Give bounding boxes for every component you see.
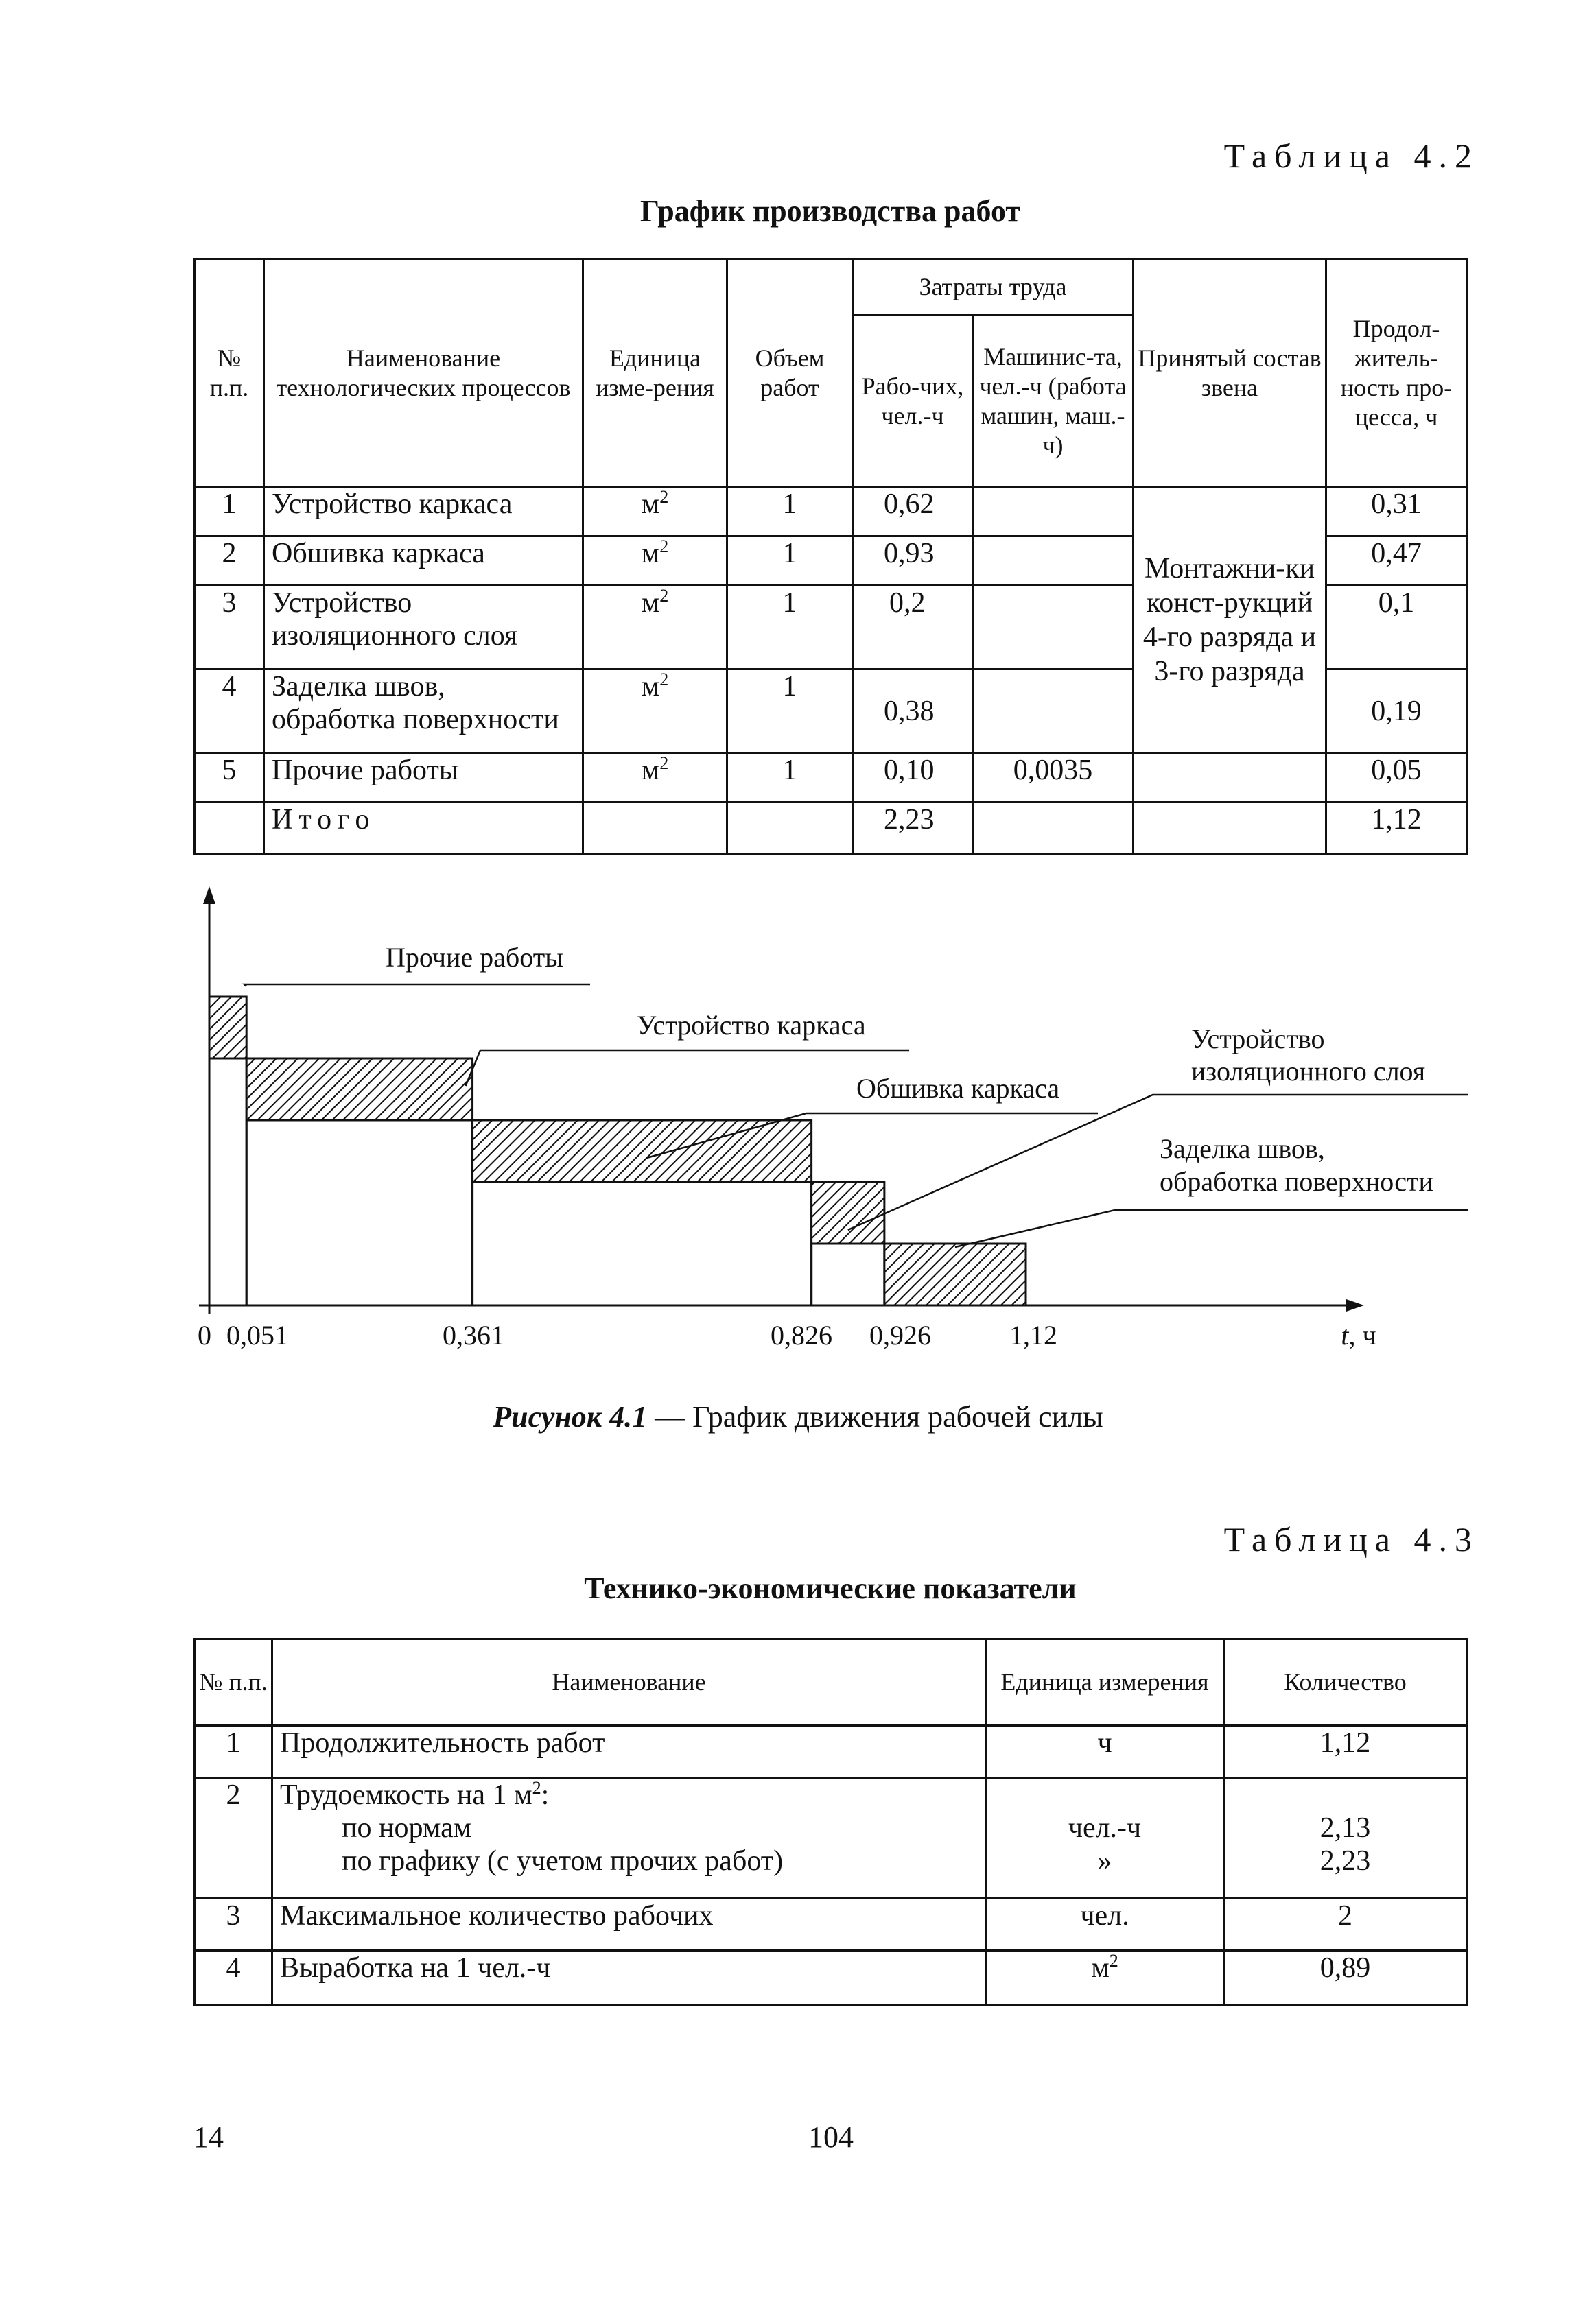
table-4-3-label: Таблица 4.3 <box>1223 1520 1479 1558</box>
annotation-label: Устройство каркаса <box>637 1010 866 1041</box>
row-duration: 0,31 <box>1326 487 1467 536</box>
row-process-name: Заделка швов, обработка поверхности <box>264 669 583 753</box>
row-duration: 0,19 <box>1326 669 1467 753</box>
row-num: 4 <box>195 1951 272 2006</box>
row-volume: 1 <box>727 669 853 753</box>
row-num: 4 <box>195 669 264 753</box>
header-num: № п.п. <box>195 259 264 487</box>
header-workers: Рабо-чих, чел.-ч <box>853 316 973 487</box>
row-name: Трудоемкость на 1 $м^2$: по нормам по графику (с учетом прочих работ) <box>272 1778 986 1899</box>
row-process-name: Устройство изоляционного слоя <box>264 586 583 669</box>
row-subitem: по графику (с учетом прочих работ) <box>342 1845 784 1877</box>
row-num: 5 <box>195 753 264 803</box>
table-4-2-label: Таблица 4.2 <box>1223 137 1479 175</box>
row-unit: $м^2$ <box>583 536 727 586</box>
row-process-name: Прочие работы <box>264 753 583 803</box>
row-process-name: Обшивка каркаса <box>264 536 583 586</box>
annotation-label: Заделка швов, обработка поверхности <box>1160 1133 1433 1197</box>
header-crew: Принятый состав звена <box>1134 259 1326 487</box>
annotation-leader <box>466 1050 909 1086</box>
row-machinists: 0,0035 <box>973 753 1134 803</box>
header-unit: Единица изме-рения <box>583 259 727 487</box>
row-workers: 0,2 <box>853 586 973 669</box>
figure-caption: Рисунок 4.1 — График движения рабочей силы <box>493 1400 1103 1434</box>
row-num: 1 <box>195 1726 272 1778</box>
row-num: 2 <box>195 536 264 586</box>
header-duration: Продол-житель-ность про-цесса, ч <box>1326 259 1467 487</box>
x-tick-label: 0,051 <box>226 1320 288 1351</box>
x-tick-label: 0,826 <box>771 1320 832 1351</box>
annotation-leader <box>244 984 590 986</box>
x-tick-label: 0,926 <box>869 1320 931 1351</box>
table-row <box>195 1726 1467 1778</box>
crew-merged-cell: Монтажни-ки конст-рукций 4-го разряда и 3-го разряда <box>1134 487 1326 753</box>
row-process-name: Устройство каркаса <box>264 487 583 536</box>
table-row <box>195 1899 1467 1951</box>
row-workers: 0,38 <box>853 669 973 753</box>
row-name: Максимальное количество рабочих <box>272 1899 986 1951</box>
header-quantity: Количество <box>1224 1639 1467 1726</box>
row-unit: ч <box>986 1726 1224 1778</box>
table-row <box>195 1778 1467 1899</box>
row-unit: чел. <box>986 1899 1224 1951</box>
x-tick-label: 1,12 <box>1009 1320 1057 1351</box>
row-quantity: 1,12 <box>1224 1726 1467 1778</box>
row-duration: 0,05 <box>1326 753 1467 803</box>
annotation-leader <box>955 1210 1468 1247</box>
y-axis-arrow <box>203 886 215 904</box>
annotation-label: Прочие работы <box>386 942 564 973</box>
tech-economic-table <box>193 1638 1468 2006</box>
row-workers: 0,62 <box>853 487 973 536</box>
row-num: 3 <box>195 586 264 669</box>
row-unit: $м^2$ <box>583 586 727 669</box>
table-row <box>195 1951 1467 2006</box>
row-workers: 0,93 <box>853 536 973 586</box>
row-workers: 0,10 <box>853 753 973 803</box>
header-labor-costs: Затраты труда <box>853 259 1134 316</box>
chart-bar <box>884 1244 1026 1305</box>
page-number-left: 14 <box>193 2120 224 2154</box>
x-axis-label: t, ч <box>1341 1320 1376 1351</box>
row-name: Выработка на 1 чел.-ч <box>272 1951 986 2006</box>
row-duration: 0,47 <box>1326 536 1467 586</box>
row-unit: $м^2$ <box>583 487 727 536</box>
annotation-label: Устройство изоляционного слоя <box>1191 1023 1426 1087</box>
row-volume: 1 <box>727 536 853 586</box>
row-quantity: 0,89 <box>1224 1951 1467 2006</box>
header-process-name: Наименование технологических процессов <box>264 259 583 487</box>
row-unit: $м^2$ <box>986 1951 1224 2006</box>
chart-bar <box>209 997 246 1058</box>
row-volume: 1 <box>727 586 853 669</box>
x-axis-arrow <box>1346 1299 1364 1312</box>
annotation-label: Обшивка каркаса <box>856 1073 1060 1104</box>
header-volume: Объем работ <box>727 259 853 487</box>
row-num: 3 <box>195 1899 272 1951</box>
header-name: Наименование <box>272 1639 986 1726</box>
header-unit: Единица измерения <box>986 1639 1224 1726</box>
header-num: № п.п. <box>195 1639 272 1726</box>
x-tick-label: 0,361 <box>443 1320 504 1351</box>
page-number-center: 104 <box>808 2120 854 2154</box>
chart-bar <box>812 1182 884 1244</box>
total-duration: 1,12 <box>1326 803 1467 855</box>
row-unit: $м^2$ <box>583 753 727 803</box>
row-duration: 0,1 <box>1326 586 1467 669</box>
row-unit: чел.-ч » <box>986 1778 1224 1899</box>
total-workers: 2,23 <box>853 803 973 855</box>
row-quantity: 2,13 2,23 <box>1224 1778 1467 1899</box>
row-num: 2 <box>195 1778 272 1899</box>
row-unit: $м^2$ <box>583 669 727 753</box>
row-subitem: по нормам <box>342 1812 472 1844</box>
row-volume: 1 <box>727 753 853 803</box>
row-name: Продолжительность работ <box>272 1726 986 1778</box>
row-num: 1 <box>195 487 264 536</box>
row-quantity: 2 <box>1224 1899 1467 1951</box>
table-4-3-title: Технико-экономические показатели <box>584 1572 1077 1605</box>
table-4-2-title: График производства работ <box>640 194 1020 228</box>
chart-bar <box>246 1058 472 1120</box>
row-volume: 1 <box>727 487 853 536</box>
header-machinists: Машинис-та, чел.-ч (работа машин, маш.-ч) <box>973 316 1134 487</box>
chart-bar <box>473 1120 812 1182</box>
x-tick-label: 0 <box>198 1320 211 1351</box>
total-label: Итого <box>264 803 583 855</box>
